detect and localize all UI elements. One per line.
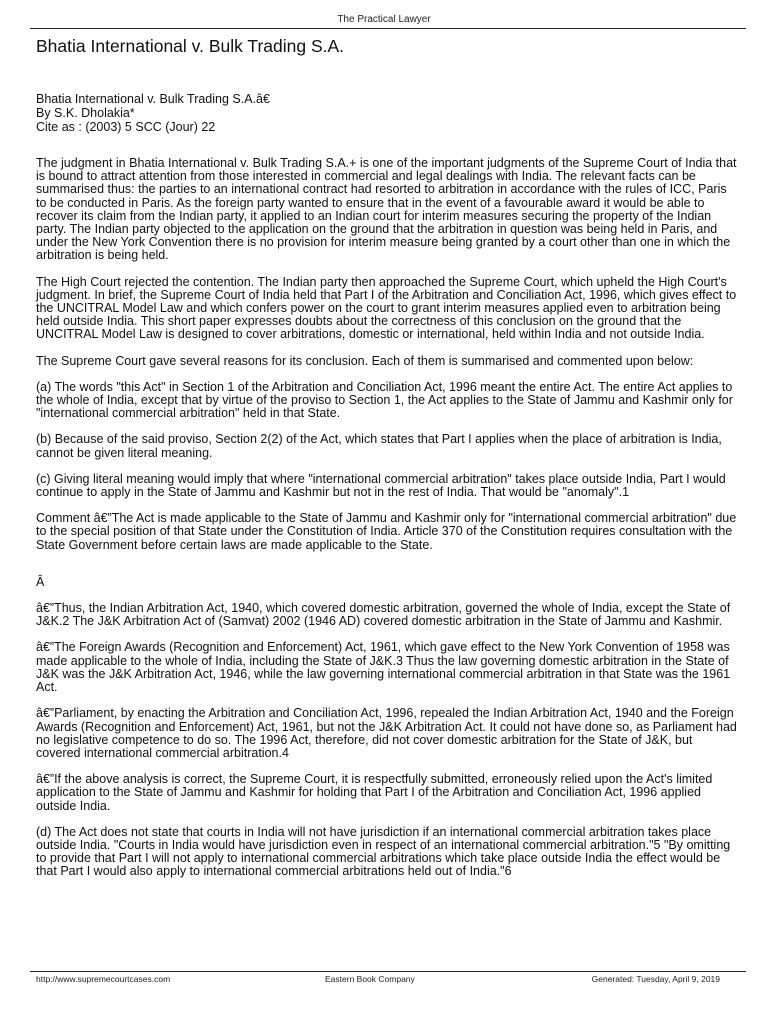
paragraph: â€”If the above analysis is correct, the Supreme Court, it is respectfully submitted, erroneously relied upon the Act's limited application to the State of Jammu and Kashmir for holding that Part I of the Arbitration and Conciliation Act, 1996 applied outside India. — [36, 772, 713, 813]
footer-url: http://www.supremecourtcases.com — [36, 974, 171, 984]
paragraph: The judgment in Bhatia International v. Bulk Trading S.A.+ is one of the important judgments of the Supreme Court of India that is bound to attract attention from those interested in commercial and legal dealings with India. The relevant facts can be summarised thus: the parties to an international contract had resorted to arbitration in accordance with the rules of ICC, Paris to be conducted in Paris. As the foreign party wanted to ensure that in the event of a favourable award it would be able to recover its claim from the Indian party, it applied to an Indian court for interim measures securing the property of the Indian party. The Indian party objected to the application on the ground that the arbitration in question was being held in Paris, and under the New York Convention there is no provision for interim measure being granted by a court other than one in which the arbitration is being held. — [36, 156, 737, 263]
paragraph: The Supreme Court gave several reasons for its conclusion. Each of them is summarised and commented upon below: — [36, 353, 694, 368]
footer-generated-date: Generated: Tuesday, April 9, 2019 — [591, 974, 720, 984]
paragraph: (d) The Act does not state that courts in India will not have jurisdiction if an international commercial arbitration takes place outside India. "Courts in India would have jurisdiction even in respect of an international commercial arbitration."5 "By omitting to provide that Part I will not apply to international commercial arbitrations which take place outside India the effect would be that Part I would also apply to international commercial arbitrations held out of India."6 — [36, 824, 731, 879]
article-meta — [36, 92, 270, 134]
page-title: Bhatia International v. Bulk Trading S.A. — [36, 36, 345, 56]
footer-publisher: Eastern Book Company — [325, 974, 415, 984]
meta-title-line: Bhatia International v. Bulk Trading S.A.â€ — [36, 92, 270, 106]
paragraph: â€”Parliament, by enacting the Arbitration and Conciliation Act, 1996, repealed the Indian Arbitration Act, 1940 and the Foreign Awards (Recognition and Enforcement) Act, 1961, but not the J&K Arbitration Act. It could not have done so, as Parliament had no legislative competence to do so. The 1996 Act, therefore, did not cover domestic arbitration for the State of J&K, but covered international commercial arbitration.4 — [36, 706, 737, 760]
top-divider — [30, 28, 746, 29]
stray-character: Â — [36, 574, 45, 589]
paragraph: â€”Thus, the Indian Arbitration Act, 1940, which covered domestic arbitration, governed the whole of India, except the State of J&K.2 The J&K Arbitration Act of (Samvat) 2002 (1946 AD) covered domestic arbitration in the State of Jammu and Kashmir. — [36, 601, 731, 629]
article-body — [36, 157, 740, 892]
page-footer — [36, 974, 720, 986]
paragraph: The High Court rejected the contention. The Indian party then approached the Supreme Court, which upheld the High Court's judgment. In brief, the Supreme Court of India held that Part I of the Arbitration and Conciliation Act, 1996, which gives effect to the UNCITRAL Model Law and which confers power on the court to grant interim measures applied even to arbitration being held outside India. This short paper expresses doubts about the correctness of this conclusion on the ground that the UNCITRAL Model Law is designed to cover arbitrations, domestic or international, held within India and not outside India. — [36, 274, 737, 342]
bottom-divider — [30, 971, 746, 972]
paragraph: Comment â€”The Act is made applicable to the State of Jammu and Kashmir only for "international commercial arbitration" due to the special position of that State under the Constitution of India. Article 370 of the Constitution requires consultation with the State Government before certain laws are made applicable to the State. — [36, 511, 737, 552]
meta-citation-line: Cite as : (2003) 5 SCC (Jour) 22 — [36, 120, 216, 134]
meta-author-line: By S.K. Dholakia* — [36, 106, 135, 120]
paragraph: (c) Giving literal meaning would imply that where "international commercial arbitration" takes place outside India, Part I would continue to apply in the State of Jammu and Kashmir but not in the rest of India. That would be "anomaly".1 — [36, 471, 726, 500]
paragraph: (b) Because of the said proviso, Section 2(2) of the Act, which states that Part I applies when the place of arbitration is India, cannot be given literal meaning. — [36, 432, 722, 460]
paragraph: â€”The Foreign Awards (Recognition and Enforcement) Act, 1961, which gave effect to the New York Convention of 1958 was made applicable to the whole of India, including the State of J&K.3 Thus the law governing domestic arbitration in the State of J&K was the J&K Arbitration Act, 1946, while the law governing international commercial arbitration in that State was the 1961 Act. — [36, 640, 731, 695]
paragraph: (a) The words "this Act" in Section 1 of the Arbitration and Conciliation Act, 1996 meant the entire Act. The entire Act applies to the whole of India, except that by virtue of the proviso to Section 1, the Act applies to the State of Jammu and Kashmir only for "international commercial arbitration" held in that State. — [36, 379, 733, 421]
running-head: The Practical Lawyer — [337, 14, 431, 25]
